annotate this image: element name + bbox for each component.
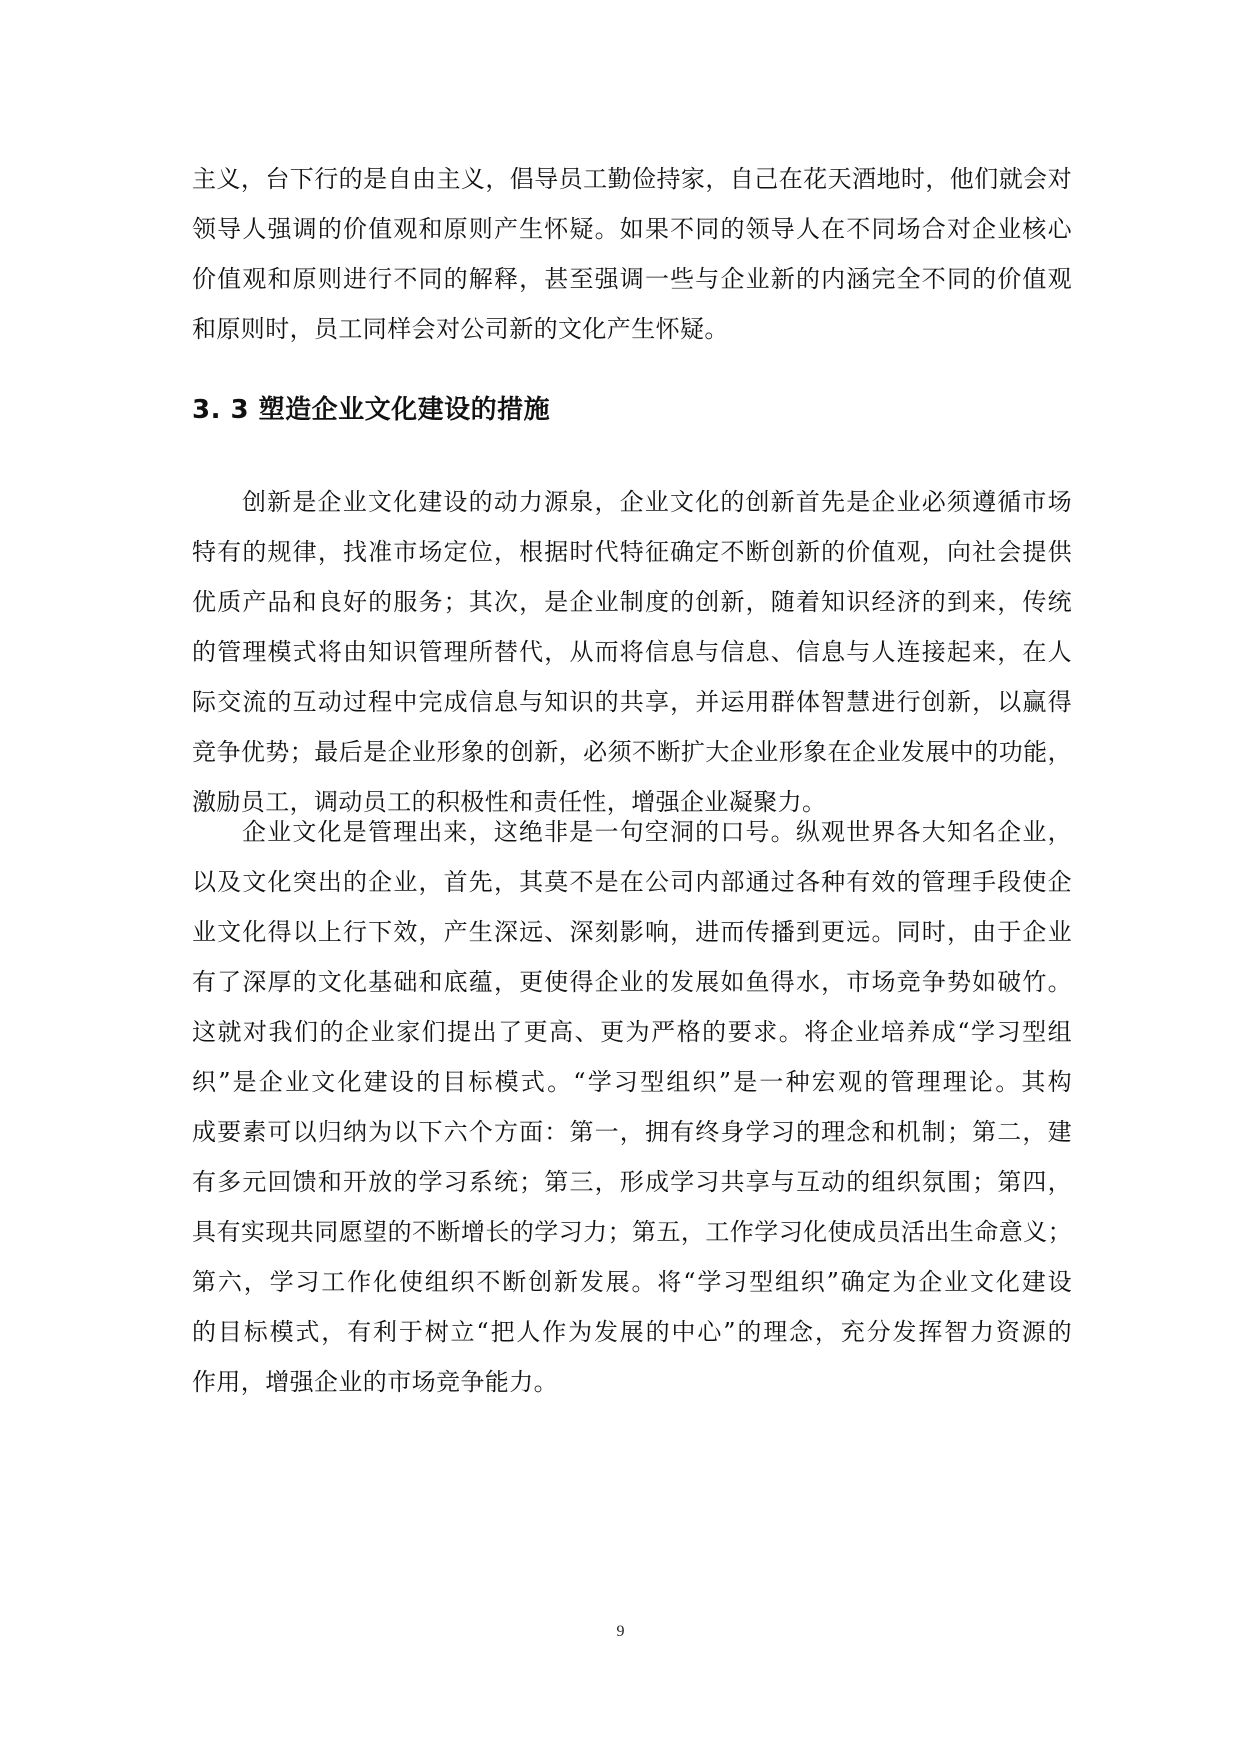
text-line: 这就对我们的企业家们提出了更高、更为严格的要求。将企业培养成“学习型组 <box>192 1018 1072 1046</box>
text-line: 织”是企业文化建设的目标模式。“学习型组织”是一种宏观的管理理论。其构 <box>192 1068 1072 1096</box>
text-line: 有了深厚的文化基础和底蕴，更使得企业的发展如鱼得水，市场竞争势如破竹。 <box>192 968 1072 996</box>
text-line: 主义，台下行的是自由主义，倡导员工勤俭持家，自己在花天酒地时，他们就会对 <box>192 165 1072 193</box>
text-line: 激励员工，调动员工的积极性和责任性，增强企业凝聚力。 <box>192 788 827 816</box>
text-line: 以及文化突出的企业，首先，其莫不是在公司内部通过各种有效的管理手段使企 <box>192 868 1072 896</box>
text-line: 特有的规律，找准市场定位，根据时代特征确定不断创新的价值观，向社会提供 <box>192 538 1072 566</box>
text-line: 企业文化是管理出来，这绝非是一句空洞的口号。纵观世界各大知名企业， <box>242 818 1072 846</box>
section-heading: 3. 3 塑造企业文化建设的措施 <box>192 395 551 425</box>
text-line: 创新是企业文化建设的动力源泉，企业文化的创新首先是企业必须遵循市场 <box>242 488 1072 516</box>
text-line: 和原则时，员工同样会对公司新的文化产生怀疑。 <box>192 315 729 343</box>
text-line: 的目标模式，有利于树立“把人作为发展的中心”的理念，充分发挥智力资源的 <box>192 1318 1072 1346</box>
text-line: 的管理模式将由知识管理所替代，从而将信息与信息、信息与人连接起来，在人 <box>192 638 1072 666</box>
text-line: 竞争优势；最后是企业形象的创新，必须不断扩大企业形象在企业发展中的功能， <box>192 738 1072 766</box>
text-line: 业文化得以上行下效，产生深远、深刻影响，进而传播到更远。同时，由于企业 <box>192 918 1072 946</box>
text-line: 际交流的互动过程中完成信息与知识的共享，并运用群体智慧进行创新，以赢得 <box>192 688 1072 716</box>
text-line: 优质产品和良好的服务；其次，是企业制度的创新，随着知识经济的到来，传统 <box>192 588 1072 616</box>
page-number: 9 <box>616 1623 625 1640</box>
text-line: 价值观和原则进行不同的解释，甚至强调一些与企业新的内涵完全不同的价值观 <box>192 265 1072 293</box>
text-line: 有多元回馈和开放的学习系统；第三，形成学习共享与互动的组织氛围；第四， <box>192 1168 1072 1196</box>
text-line: 成要素可以归纳为以下六个方面：第一，拥有终身学习的理念和机制；第二，建 <box>192 1118 1072 1146</box>
paragraph-management <box>192 807 1072 1407</box>
paragraph-innovation <box>192 477 1072 827</box>
text-line: 具有实现共同愿望的不断增长的学习力；第五，工作学习化使成员活出生命意义； <box>192 1218 1072 1246</box>
paragraph-continued <box>192 154 1072 354</box>
text-line: 第六，学习工作化使组织不断创新发展。将“学习型组织”确定为企业文化建设 <box>192 1268 1072 1296</box>
text-line: 作用，增强企业的市场竞争能力。 <box>192 1368 558 1396</box>
text-line: 领导人强调的价值观和原则产生怀疑。如果不同的领导人在不同场合对企业核心 <box>192 215 1072 243</box>
